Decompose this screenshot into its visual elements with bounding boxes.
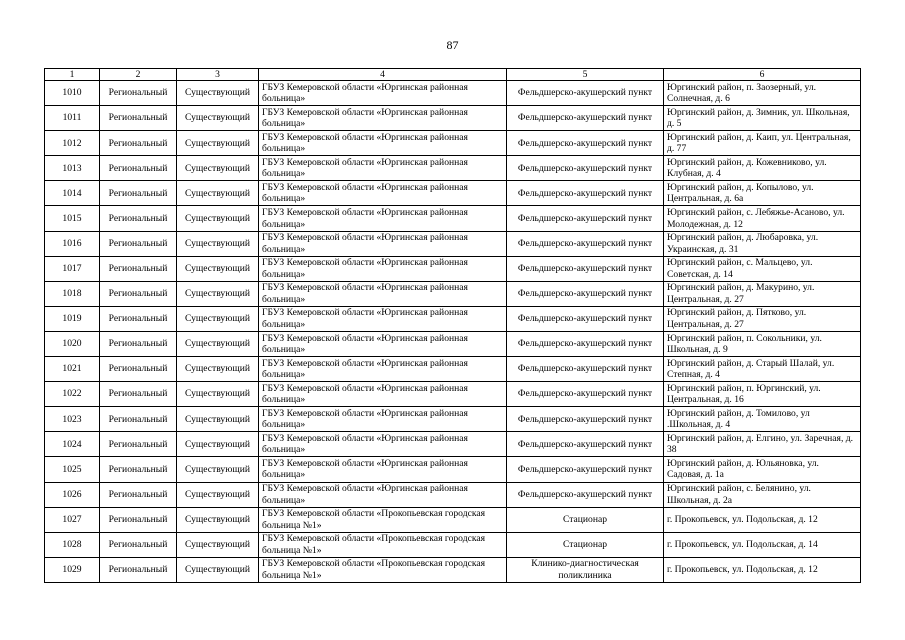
row-number-cell: 1021 — [45, 357, 100, 382]
organization-cell: ГБУЗ Кемеровской области «Юргинская районная больница» — [259, 357, 507, 382]
level-cell: Региональный — [100, 457, 177, 482]
facility-type-cell: Фельдшерско-акушерский пункт — [507, 81, 664, 106]
status-cell: Существующий — [177, 106, 259, 131]
facility-type-cell: Фельдшерско-акушерский пункт — [507, 382, 664, 407]
address-cell: Юргинский район, д. Каип, ул. Центральная, д. 77 — [664, 131, 861, 156]
column-header: 2 — [100, 69, 177, 81]
table-row — [45, 382, 861, 407]
organization-cell: ГБУЗ Кемеровской области «Юргинская районная больница» — [259, 281, 507, 306]
table-row — [45, 306, 861, 331]
status-cell: Существующий — [177, 557, 259, 582]
level-cell: Региональный — [100, 382, 177, 407]
table-row — [45, 407, 861, 432]
level-cell: Региональный — [100, 231, 177, 256]
level-cell: Региональный — [100, 281, 177, 306]
level-cell: Региональный — [100, 357, 177, 382]
address-cell: Юргинский район, д. Кожевниково, ул. Клубная, д. 4 — [664, 156, 861, 181]
table-row — [45, 106, 861, 131]
row-number-cell: 1027 — [45, 507, 100, 532]
column-header: 5 — [507, 69, 664, 81]
facility-type-cell: Фельдшерско-акушерский пункт — [507, 281, 664, 306]
organization-cell: ГБУЗ Кемеровской области «Юргинская районная больница» — [259, 206, 507, 231]
address-cell: Юргинский район, п. Юргинский, ул. Центральная, д. 16 — [664, 382, 861, 407]
status-cell: Существующий — [177, 331, 259, 356]
facility-type-cell: Стационар — [507, 507, 664, 532]
row-number-cell: 1013 — [45, 156, 100, 181]
facility-type-cell: Фельдшерско-акушерский пункт — [507, 457, 664, 482]
table-row — [45, 457, 861, 482]
organization-cell: ГБУЗ Кемеровской области «Юргинская районная больница» — [259, 457, 507, 482]
row-number-cell: 1016 — [45, 231, 100, 256]
level-cell: Региональный — [100, 306, 177, 331]
table-row — [45, 331, 861, 356]
address-cell: Юргинский район, д. Копылово, ул. Центральная, д. 6а — [664, 181, 861, 206]
address-cell: Юргинский район, д. Пятково, ул. Центральная, д. 27 — [664, 306, 861, 331]
table-header — [45, 69, 861, 81]
row-number-cell: 1012 — [45, 131, 100, 156]
status-cell: Существующий — [177, 432, 259, 457]
level-cell: Региональный — [100, 106, 177, 131]
table-row — [45, 206, 861, 231]
address-cell: Юргинский район, п. Заозерный, ул. Солнечная, д. 6 — [664, 81, 861, 106]
organization-cell: ГБУЗ Кемеровской области «Юргинская районная больница» — [259, 156, 507, 181]
facility-type-cell: Фельдшерско-акушерский пункт — [507, 482, 664, 507]
organization-cell: ГБУЗ Кемеровской области «Прокопьевская городская больница №1» — [259, 557, 507, 582]
facility-type-cell: Фельдшерско-акушерский пункт — [507, 106, 664, 131]
table-row — [45, 557, 861, 582]
facility-type-cell: Клинико-диагностическая поликлиника — [507, 557, 664, 582]
table-row — [45, 81, 861, 106]
organization-cell: ГБУЗ Кемеровской области «Юргинская районная больница» — [259, 81, 507, 106]
row-number-cell: 1029 — [45, 557, 100, 582]
row-number-cell: 1023 — [45, 407, 100, 432]
facility-type-cell: Фельдшерско-акушерский пункт — [507, 331, 664, 356]
facility-type-cell: Фельдшерско-акушерский пункт — [507, 181, 664, 206]
status-cell: Существующий — [177, 457, 259, 482]
table-row — [45, 482, 861, 507]
address-cell: Юргинский район, с. Белянино, ул. Школьная, д. 2а — [664, 482, 861, 507]
level-cell: Региональный — [100, 557, 177, 582]
column-header: 6 — [664, 69, 861, 81]
address-cell: Юргинский район, п. Сокольники, ул. Школьная, д. 9 — [664, 331, 861, 356]
facility-type-cell: Фельдшерско-акушерский пункт — [507, 306, 664, 331]
address-cell: г. Прокопьевск, ул. Подольская, д. 14 — [664, 532, 861, 557]
row-number-cell: 1019 — [45, 306, 100, 331]
row-number-cell: 1024 — [45, 432, 100, 457]
table-row — [45, 231, 861, 256]
address-cell: Юргинский район, д. Макурино, ул. Центральная, д. 27 — [664, 281, 861, 306]
facility-type-cell: Фельдшерско-акушерский пункт — [507, 231, 664, 256]
facility-type-cell: Фельдшерско-акушерский пункт — [507, 156, 664, 181]
organization-cell: ГБУЗ Кемеровской области «Юргинская районная больница» — [259, 382, 507, 407]
registry-table — [44, 68, 861, 583]
status-cell: Существующий — [177, 81, 259, 106]
organization-cell: ГБУЗ Кемеровской области «Юргинская районная больница» — [259, 407, 507, 432]
table-body — [45, 81, 861, 583]
status-cell: Существующий — [177, 306, 259, 331]
address-cell: Юргинский район, д. Юльяновка, ул. Садовая, д. 1а — [664, 457, 861, 482]
organization-cell: ГБУЗ Кемеровской области «Юргинская районная больница» — [259, 331, 507, 356]
facility-type-cell: Фельдшерско-акушерский пункт — [507, 256, 664, 281]
organization-cell: ГБУЗ Кемеровской области «Юргинская районная больница» — [259, 306, 507, 331]
status-cell: Существующий — [177, 156, 259, 181]
table-row — [45, 131, 861, 156]
level-cell: Региональный — [100, 206, 177, 231]
organization-cell: ГБУЗ Кемеровской области «Юргинская районная больница» — [259, 106, 507, 131]
status-cell: Существующий — [177, 507, 259, 532]
organization-cell: ГБУЗ Кемеровской области «Прокопьевская городская больница №1» — [259, 532, 507, 557]
organization-cell: ГБУЗ Кемеровской области «Юргинская районная больница» — [259, 256, 507, 281]
organization-cell: ГБУЗ Кемеровской области «Юргинская районная больница» — [259, 181, 507, 206]
page-number: 87 — [446, 38, 459, 52]
level-cell: Региональный — [100, 181, 177, 206]
row-number-cell: 1010 — [45, 81, 100, 106]
row-number-cell: 1025 — [45, 457, 100, 482]
address-cell: Юргинский район, с. Лебяжье-Асаново, ул. Молодежная, д. 12 — [664, 206, 861, 231]
table-row — [45, 357, 861, 382]
facility-type-cell: Фельдшерско-акушерский пункт — [507, 407, 664, 432]
row-number-cell: 1020 — [45, 331, 100, 356]
organization-cell: ГБУЗ Кемеровской области «Юргинская районная больница» — [259, 482, 507, 507]
organization-cell: ГБУЗ Кемеровской области «Юргинская районная больница» — [259, 432, 507, 457]
status-cell: Существующий — [177, 181, 259, 206]
row-number-cell: 1011 — [45, 106, 100, 131]
level-cell: Региональный — [100, 532, 177, 557]
organization-cell: ГБУЗ Кемеровской области «Юргинская районная больница» — [259, 131, 507, 156]
status-cell: Существующий — [177, 532, 259, 557]
level-cell: Региональный — [100, 432, 177, 457]
status-cell: Существующий — [177, 131, 259, 156]
organization-cell: ГБУЗ Кемеровской области «Юргинская районная больница» — [259, 231, 507, 256]
level-cell: Региональный — [100, 256, 177, 281]
row-number-cell: 1026 — [45, 482, 100, 507]
table-row — [45, 432, 861, 457]
status-cell: Существующий — [177, 256, 259, 281]
row-number-cell: 1028 — [45, 532, 100, 557]
row-number-cell: 1022 — [45, 382, 100, 407]
level-cell: Региональный — [100, 131, 177, 156]
address-cell: Юргинский район, д. Любаровка, ул. Украинская, д. 31 — [664, 231, 861, 256]
column-header: 1 — [45, 69, 100, 81]
level-cell: Региональный — [100, 482, 177, 507]
status-cell: Существующий — [177, 357, 259, 382]
status-cell: Существующий — [177, 231, 259, 256]
column-header: 3 — [177, 69, 259, 81]
column-header: 4 — [259, 69, 507, 81]
address-cell: Юргинский район, д. Томилово, ул .Школьная, д. 4 — [664, 407, 861, 432]
facility-type-cell: Стационар — [507, 532, 664, 557]
level-cell: Региональный — [100, 156, 177, 181]
facility-type-cell: Фельдшерско-акушерский пункт — [507, 357, 664, 382]
status-cell: Существующий — [177, 482, 259, 507]
facility-type-cell: Фельдшерско-акушерский пункт — [507, 131, 664, 156]
level-cell: Региональный — [100, 81, 177, 106]
table-row — [45, 181, 861, 206]
address-cell: г. Прокопьевск, ул. Подольская, д. 12 — [664, 557, 861, 582]
table-row — [45, 507, 861, 532]
row-number-cell: 1018 — [45, 281, 100, 306]
status-cell: Существующий — [177, 382, 259, 407]
table-row — [45, 532, 861, 557]
address-cell: Юргинский район, д. Старый Шалай, ул. Степная, д. 4 — [664, 357, 861, 382]
address-cell: Юргинский район, д. Елгино, ул. Заречная, д. 38 — [664, 432, 861, 457]
address-cell: Юргинский район, с. Мальцево, ул. Советская, д. 14 — [664, 256, 861, 281]
facility-type-cell: Фельдшерско-акушерский пункт — [507, 206, 664, 231]
organization-cell: ГБУЗ Кемеровской области «Прокопьевская городская больница №1» — [259, 507, 507, 532]
row-number-cell: 1015 — [45, 206, 100, 231]
status-cell: Существующий — [177, 281, 259, 306]
row-number-cell: 1014 — [45, 181, 100, 206]
row-number-cell: 1017 — [45, 256, 100, 281]
level-cell: Региональный — [100, 407, 177, 432]
address-cell: г. Прокопьевск, ул. Подольская, д. 12 — [664, 507, 861, 532]
table-row — [45, 156, 861, 181]
level-cell: Региональный — [100, 507, 177, 532]
header-row — [45, 69, 861, 81]
status-cell: Существующий — [177, 407, 259, 432]
address-cell: Юргинский район, д. Зимник, ул. Школьная, д. 5 — [664, 106, 861, 131]
level-cell: Региональный — [100, 331, 177, 356]
facility-type-cell: Фельдшерско-акушерский пункт — [507, 432, 664, 457]
table-row — [45, 281, 861, 306]
table-row — [45, 256, 861, 281]
status-cell: Существующий — [177, 206, 259, 231]
